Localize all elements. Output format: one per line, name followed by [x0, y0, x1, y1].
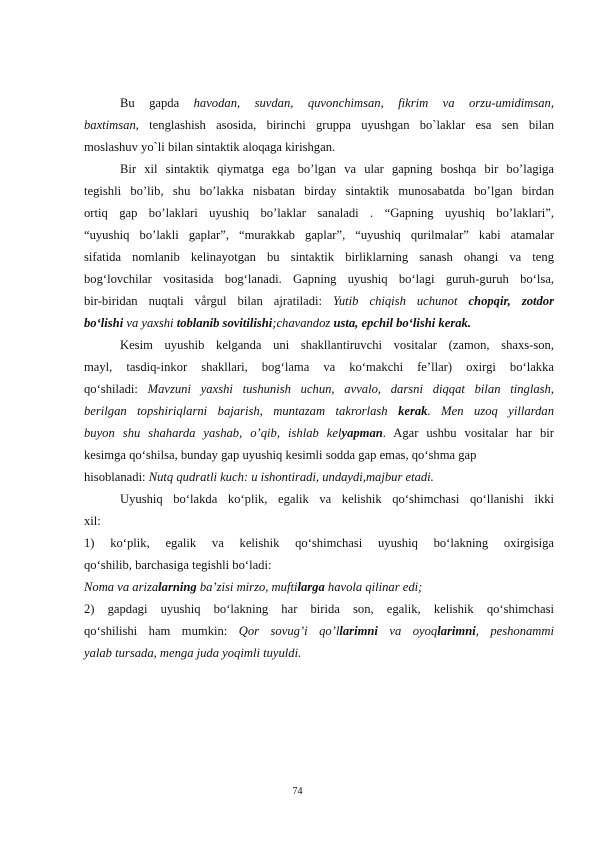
italic-span: Qor sovug’i qo’l: [238, 624, 340, 638]
text-span: qo‘shilib, barchasiga tegishli bo‘ladi:: [84, 558, 272, 572]
bold-italic-span: toblanib sovitilishi: [176, 316, 273, 330]
italic-span: va oyoq: [377, 624, 438, 638]
italic-span: buyon shu shaharda yashab, o’qib, ishlab kel: [84, 426, 342, 440]
text-line: [84, 115, 554, 135]
text-span: mayl, tasdiq-inkor shakllari, bog‘lama va ko‘makchi fe’llar) oxirgi bo‘lakka: [84, 360, 554, 374]
italic-span: Yutib chiqish uchunot: [333, 294, 469, 308]
text-line: [84, 423, 554, 443]
bold-italic-span: larimni: [339, 624, 378, 638]
text-span: sifatida nomlanib kelinayotgan bu sintaktik birliklarning sanash ohangi va teng: [84, 250, 554, 264]
page-number: 74: [292, 786, 303, 797]
text-span: “uyushiq bo’lakli gaplar”, “murakkab gaplar”, “uyushiq qurilmalar” kabi atamalar: [84, 228, 554, 242]
text-line: [84, 445, 554, 465]
bold-italic-span: yapman: [341, 426, 383, 440]
italic-span: berilgan topshiriqlarni bajarish, muntazam takrorlash: [84, 404, 399, 418]
bold-italic-span: chopqir, zotdor: [468, 294, 555, 308]
italic-span: ba’zisi mirzo, mufti: [196, 580, 298, 594]
text-span: , tenglashish asosida, birinchi gruppa uyushgan bo`laklar esa sen bilan: [135, 118, 554, 132]
italic-span: va yaxshi: [123, 316, 177, 330]
italic-span: ;chavandoz: [272, 316, 334, 330]
italic-span: havodan, suvdan, quvonchimsan, fikrim va orzu-umidimsan,: [193, 96, 554, 110]
text-line: [84, 599, 554, 619]
italic-span: Nutq qudratli kuch: u ishontiradi, undaydi,majbur etadi.: [148, 470, 434, 484]
text-span: tegishli bo’lib, shu bo’lakka nisbatan birday sintaktik munosabatda bo’lgan birdan: [84, 184, 554, 198]
italic-span: havola qilinar edi;: [324, 580, 423, 594]
text-line: [84, 137, 554, 157]
text-line: [84, 467, 554, 487]
text-line: [84, 555, 554, 575]
italic-span: baxtimsan: [84, 118, 136, 132]
bold-italic-span: usta, epchil bo‘lishi kerak.: [333, 316, 471, 330]
text-line: [84, 93, 554, 113]
text-span: qo‘shilishi ham mumkin:: [84, 624, 239, 638]
text-line: [84, 203, 554, 223]
bold-italic-span: bo‘lishi: [84, 316, 124, 330]
bold-italic-span: kerak: [398, 404, 428, 418]
text-span: Kesim uyushib kelganda uni shakllantiruvchi vositalar (zamon, shaxs-son,: [120, 338, 554, 352]
text-span: hisoblanadi:: [84, 470, 149, 484]
text-span: 1) ko‘plik, egalik va kelishik qo‘shimchasi uyushiq bo‘lakning oxirgisiga: [84, 536, 554, 550]
text-line: [84, 489, 554, 509]
text-span: Uyushiq bo‘lakda ko‘plik, egalik va kelishik qo‘shimchasi qo‘llanishi ikki: [120, 492, 554, 506]
text-line: [84, 401, 554, 421]
text-line: [84, 269, 554, 289]
text-span: moslashuv yo`li bilan sintaktik aloqaga kirishgan.: [84, 140, 336, 154]
text-line: [84, 225, 554, 245]
text-span: xil:: [84, 514, 101, 528]
text-line: [84, 621, 554, 641]
text-span: qo‘shiladi:: [84, 382, 148, 396]
text-span: Bu gapda: [120, 96, 194, 110]
bold-italic-span: larning: [158, 580, 197, 594]
text-span: 2) gapdagi uyushiq bo‘lakning har birida son, egalik, kelishik qo‘shimchasi: [84, 602, 554, 616]
text-line: [84, 291, 554, 311]
text-line: [84, 643, 554, 663]
bold-italic-span: larimni: [437, 624, 476, 638]
text-line: [84, 335, 554, 355]
italic-span: , peshonammi: [475, 624, 554, 638]
italic-span: Mavzuni yaxshi tushunish uchun, avvalo, darsni diqqat bilan tinglash,: [147, 382, 554, 396]
text-line: [84, 247, 554, 267]
text-line: [84, 313, 554, 333]
text-line: [84, 379, 554, 399]
text-line: [84, 159, 554, 179]
text-span: kesimga qo‘shilsa, bunday gap uyushiq kesimli sodda gap emas, qo‘shma gap: [84, 448, 477, 462]
text-line: [84, 357, 554, 377]
text-span: bir-biridan nuqtali vårgul bilan ajratiladi:: [84, 294, 334, 308]
text-span: . Agar ushbu vositalar har bir: [382, 426, 554, 440]
text-line: [84, 511, 554, 531]
italic-span: . Men uzoq yillardan: [427, 404, 554, 418]
italic-span: yalab tursada, menga juda yoqimli tuyuldi.: [84, 646, 302, 660]
text-line: [84, 533, 554, 553]
italic-span: Noma va ariza: [84, 580, 159, 594]
bold-italic-span: larga: [297, 580, 325, 594]
text-span: bog‘lovchilar vositasida bog‘lanadi. Gapning uyushiq bo‘lagi guruh-guruh bo‘lsa,: [84, 272, 554, 286]
text-line: [84, 577, 554, 597]
text-span: Bir xil sintaktik qiymatga ega bo’lgan va ular gapning boshqa bir bo’lagiga: [120, 162, 554, 176]
text-span: ortiq gap bo’laklari uyushiq bo’laklar sanaladi . “Gapning uyushiq bo’laklari”,: [84, 206, 554, 220]
text-line: [84, 181, 554, 201]
